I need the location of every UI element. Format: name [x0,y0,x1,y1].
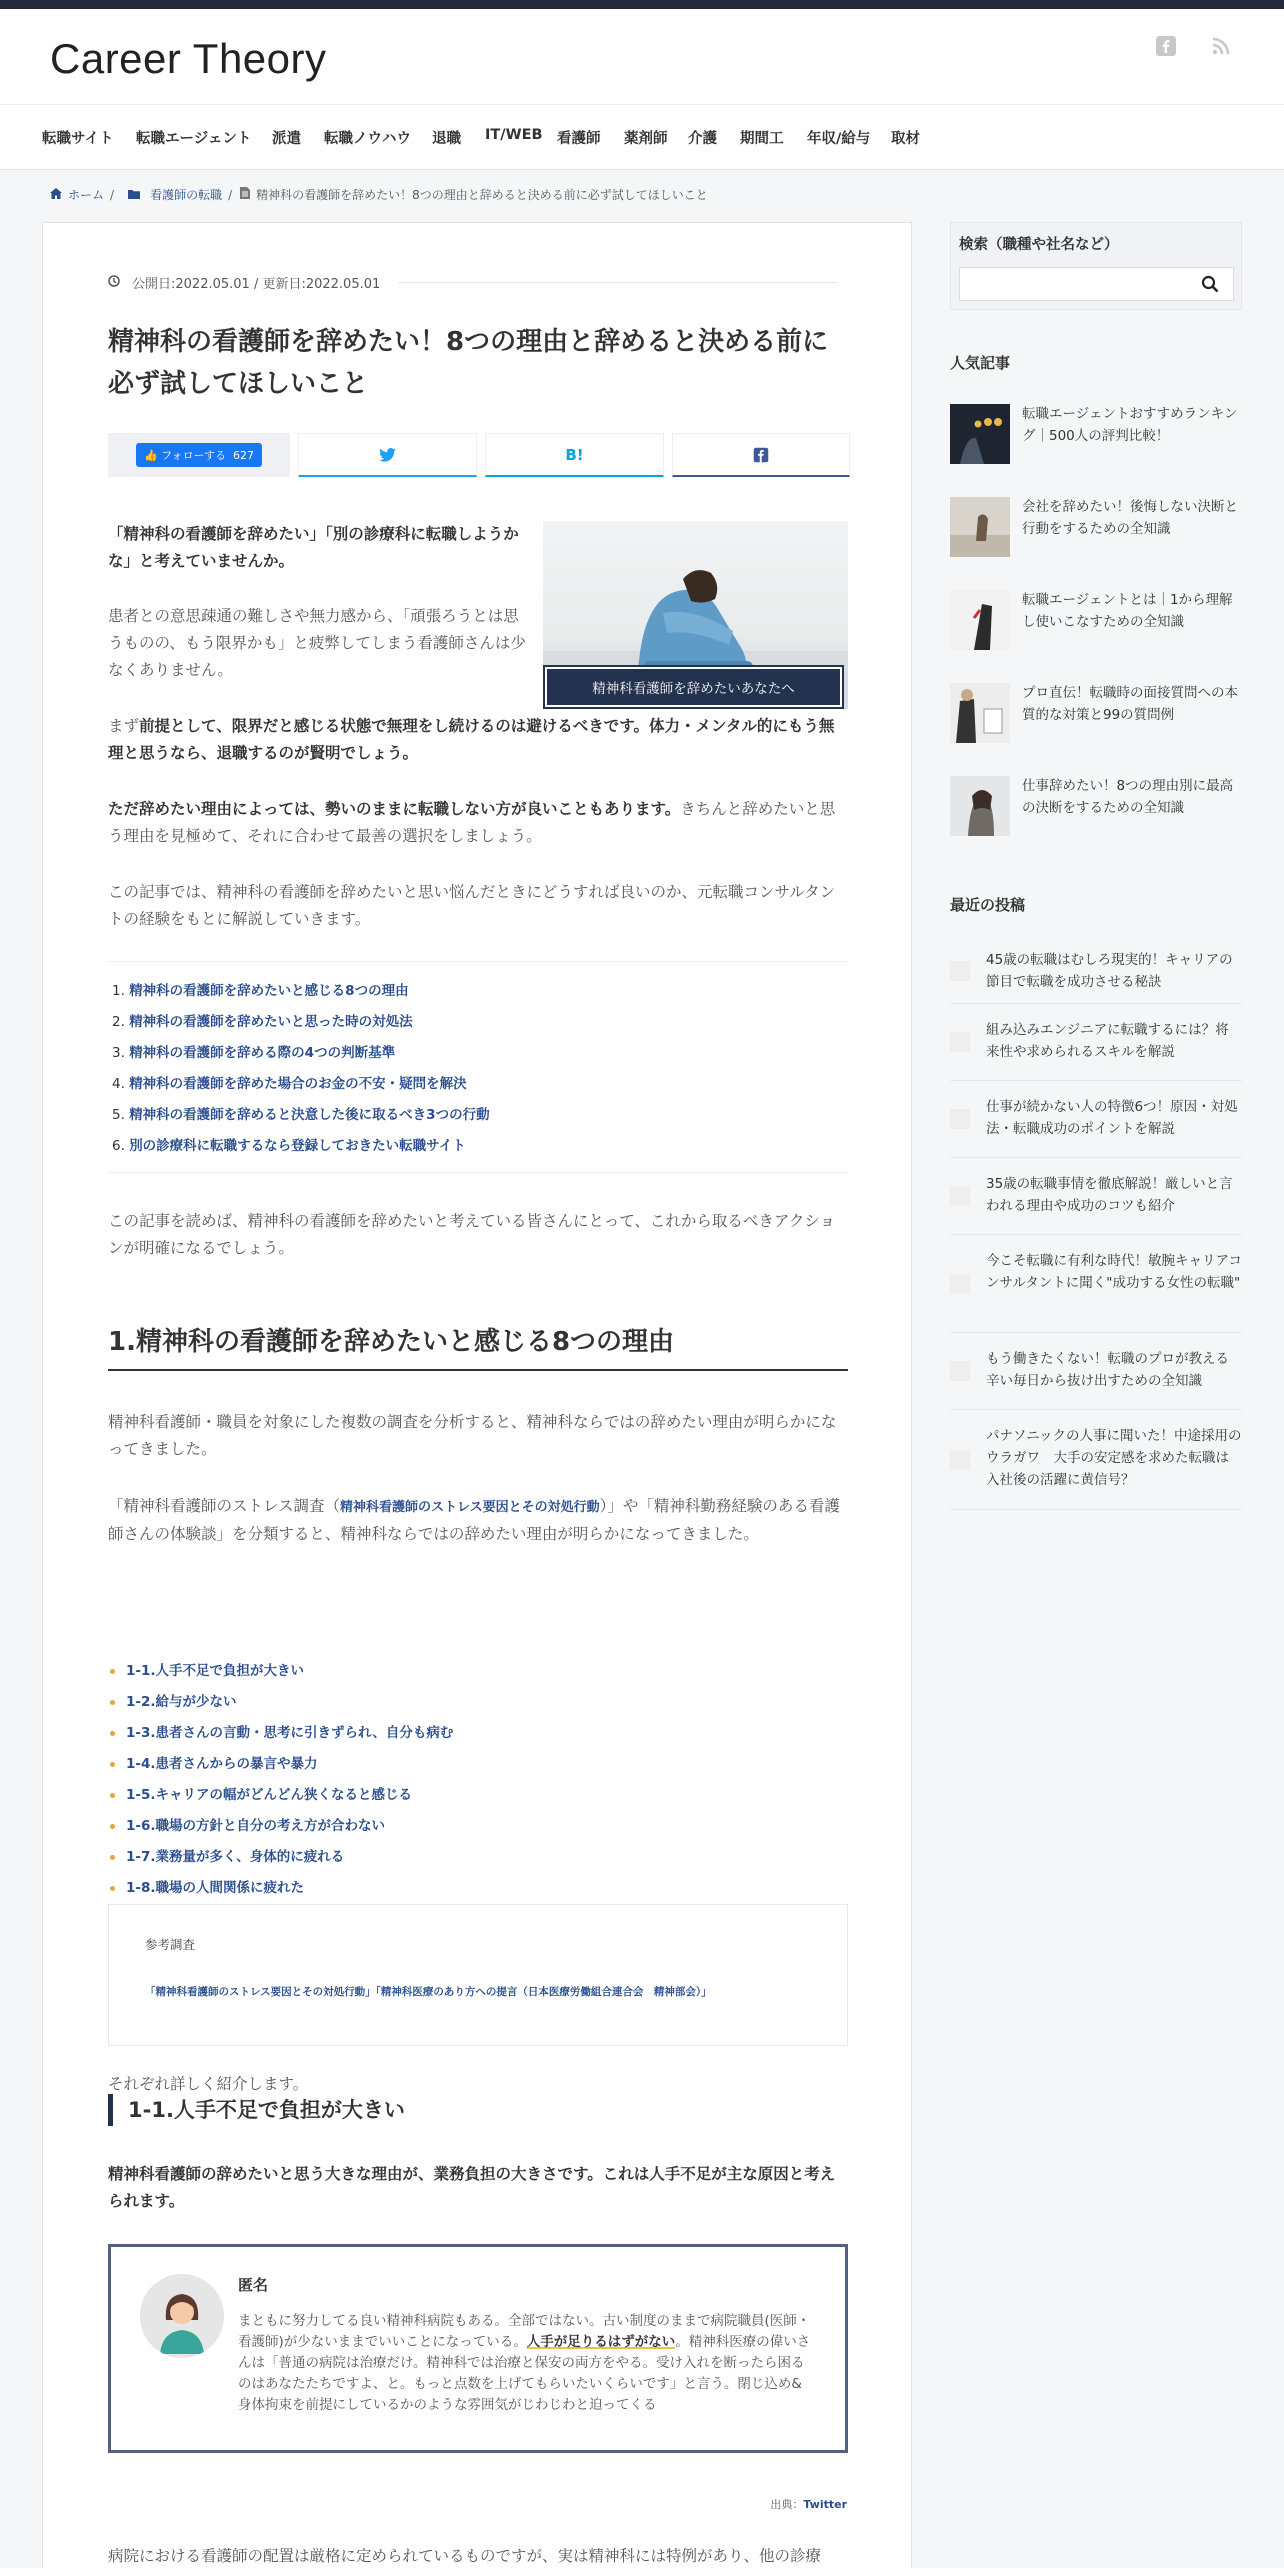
nav-item-job-sites[interactable]: 転職サイト [42,131,114,147]
popular-item[interactable] [950,776,1242,840]
global-nav [0,104,1284,170]
nav-item-care[interactable]: 介護 [688,131,717,147]
reason-link[interactable]: 1-3.患者さんの言動・思考に引きずられ、自分も病む [108,1718,848,1749]
recent-title: 最近の投稿 [950,896,1026,914]
toc-item[interactable]: 2. 精神科の看護師を辞めたいと思った時の対処法 [112,1014,413,1030]
classification-paragraph: 「精神科看護師のストレス調査（精神科看護師のストレス要因とその対処行動）」や「精神科勤務経験のある看護師さんの体験談」を分類すると、精神科ならではの辞めたい理由が明らかになってきました。 [108,1497,840,1543]
follow-badge: 👍 フォローする 627 [136,443,262,467]
recent-item[interactable] [950,1081,1242,1158]
reason-link[interactable]: 1-8.職場の人間関係に疲れた [108,1873,848,1904]
popular-link[interactable]: 会社を辞めたい！後悔しない決断と行動をするための全知識 [1022,499,1238,537]
table-of-contents [108,961,848,1173]
feedly-follow-button[interactable] [108,433,290,477]
testimonial-box [108,2244,848,2453]
facebook-share-button[interactable] [672,433,850,477]
recent-link[interactable]: 組み込みエンジニアに転職するには？将来性や求められるスキルを解説 [986,1022,1229,1060]
survey-link[interactable]: 精神科看護師のストレス要因とその対処行動 [340,1500,600,1515]
recent-item[interactable] [950,1004,1242,1081]
reason-link[interactable]: 1-4.患者さんからの暴言や暴力 [108,1749,848,1780]
top-accent-bar [0,0,1284,9]
detail-intro: それぞれ詳しく紹介します。 [108,2075,309,2093]
popular-thumbnail [950,683,1010,743]
popular-item[interactable] [950,590,1242,654]
facebook-icon [753,447,769,463]
reason-link[interactable]: 1-6.職場の方針と自分の考え方が合わない [108,1811,848,1842]
reason-list [108,1656,848,1904]
clock-icon [108,275,120,291]
quote-author: 匿名 [238,2276,269,2294]
popular-thumbnail [950,776,1010,836]
avatar [140,2274,224,2358]
hatena-share-button[interactable] [485,433,664,477]
recent-thumbnail [950,1109,970,1129]
twitter-icon [379,448,396,462]
toc-item[interactable]: 6. 別の診療科に転職するなら登録しておきたい転職サイト [112,1138,466,1154]
nav-item-pharmacist[interactable]: 薬剤師 [624,131,668,147]
document-icon [240,187,250,202]
toc-item[interactable]: 1. 精神科の看護師を辞めたいと感じる8つの理由 [112,983,409,999]
source-link[interactable]: Twitter [803,2498,847,2511]
recent-item[interactable] [950,1235,1242,1333]
toc-item[interactable]: 5. 精神科の看護師を辞めると決意した後に取るべき3つの行動 [112,1107,490,1123]
section-heading-1-1: 1-1.人手不足で負担が大きい [108,2094,848,2126]
hatena-icon: B! [565,445,584,464]
hero-caption: 精神科看護師を辞めたいあなたへ [545,667,842,707]
breadcrumb-category[interactable]: 看護師の転職 [150,188,223,202]
nav-item-knowhow[interactable]: 転職ノウハウ [324,131,411,147]
search-input[interactable] [959,267,1234,301]
nav-item-dispatch[interactable]: 派遣 [272,131,301,147]
twitter-share-button[interactable] [298,433,477,477]
recent-link[interactable]: 35歳の転職事情を徹底解説！厳しいと言われる理由や成功のコツも紹介 [986,1176,1233,1214]
folder-icon [128,188,140,202]
search-title: 検索（職種や社名など） [959,237,1119,253]
staffing-paragraph: 病院における看護師の配置は厳格に定められているものですが、実は精神科には特例があり、他の診療 [108,2547,822,2565]
recent-link[interactable]: 今こそ転職に有利な時代！敏腕キャリアコンサルタントに聞く"成功する女性の転職" [986,1253,1242,1291]
article-card [42,222,912,2568]
recent-thumbnail [950,1032,970,1052]
recent-thumbnail [950,961,970,981]
premise-paragraph: まず前提として、限界だと感じる状態で無理をし続けるのは避けるべきです。体力・メンタル的にもう無理と思うなら、退職するのが賢明でしょう。 [108,717,835,762]
reference-box [108,1904,848,2046]
popular-item[interactable] [950,497,1242,561]
popular-item[interactable] [950,404,1242,468]
summary-paragraph: この記事を読めば、精神科の看護師を辞めたいと考えている皆さんにとって、これから取るべきアクションが明確になるでしょう。 [108,1212,836,1257]
reference-title: 参考調査 [145,1937,196,1952]
nav-item-resign[interactable]: 退職 [432,131,461,147]
popular-link[interactable]: 転職エージェントとは｜1から理解し使いこなすための全知識 [1022,592,1233,630]
breadcrumb-current: 精神科の看護師を辞めたい！8つの理由と辞めると決める前に必ず試してほしいこと [256,188,708,202]
intro-paragraph: 患者との意思疎通の難しさや無力感から、「頑張ろうとは思うものの、もう限界かも」と疲弊してしまう看護師さんは少なくありません。 [108,607,526,679]
section-heading-1: 1.精神科の看護師を辞めたいと感じる8つの理由 [108,1321,848,1371]
source-line: 出典：Twitter [770,2498,847,2511]
recent-item[interactable] [950,940,1242,1004]
popular-thumbnail [950,497,1010,557]
recent-link[interactable]: もう働きたくない！転職のプロが教える辛い毎日から抜け出すための全知識 [986,1351,1229,1389]
toc-item[interactable]: 4. 精神科の看護師を辞めた場合のお金の不安・疑問を解決 [112,1076,467,1092]
quote-text: まともに努力してる良い精神科病院もある。全部ではない。古い制度のままで病院職員(医師・看護師)が少ないままでいいことになっている。人手が足りるはずがない。精神科医療の偉いさんは「普通の病院は治療だけ。精神科では治療と保安の両方をやる。受け入れを断ったら困るのはあなたたちですよ、と。もっと点数を上げてもらいたいくらいです」と言う。閉じ込め&身体拘束を前提にしているかのような雰囲気がじわじわと迫ってくる [238,2313,811,2413]
nav-item-nurse[interactable]: 看護師 [557,131,601,147]
reason-link[interactable]: 1-5.キャリアの幅がどんどん狭くなると感じる [108,1780,848,1811]
recent-item[interactable] [950,1333,1242,1410]
recent-link[interactable]: パナソニックの人事に聞いた！中途採用のウラガワ 大手の安定感を求めた転職は入社後の活躍に黄信号？ [986,1428,1242,1488]
popular-thumbnail [950,590,1010,650]
nav-item-it-web[interactable]: IT/WEB [485,127,543,143]
survey-paragraph: 精神科看護師・職員を対象にした複数の調査を分析すると、精神科ならではの辞めたい理由が明らかになってきました。 [108,1413,837,1458]
reason-link[interactable]: 1-1.人手不足で負担が大きい [108,1656,848,1687]
facebook-icon[interactable] [1155,35,1177,57]
popular-title: 人気記事 [950,354,1011,372]
nav-item-agents[interactable]: 転職エージェント [136,131,252,147]
reason-link[interactable]: 1-7.業務量が多く、身体的に疲れる [108,1842,848,1873]
recent-item[interactable] [950,1410,1242,1510]
nav-item-interview[interactable]: 取材 [891,131,920,147]
recent-thumbnail [950,1450,970,1470]
recent-thumbnail [950,1361,970,1381]
hero-image [543,521,848,709]
recent-thumbnail [950,1274,970,1294]
site-logo[interactable]: Career Theory [50,35,327,82]
search-widget [950,222,1242,310]
reason-link[interactable]: 1-2.給与が少ない [108,1687,848,1718]
home-icon [50,188,62,202]
popular-link[interactable]: 転職エージェントおすすめランキング｜500人の評判比較！ [1022,406,1238,444]
search-icon[interactable] [1201,275,1219,297]
recent-thumbnail [950,1186,970,1206]
popular-link[interactable]: 仕事辞めたい！8つの理由別に最高の決断をするための全知識 [1022,778,1234,816]
breadcrumb-home[interactable]: ホーム [68,188,105,202]
article-title: 精神科の看護師を辞めたい！8つの理由と辞めると決める前に必ず試してほしいこと [108,327,829,399]
recent-link[interactable]: 仕事が続かない人の特徴6つ！原因・対処法・転職成功のポイントを解説 [986,1099,1238,1137]
post-dates [108,273,838,292]
popular-thumbnail [950,404,1010,464]
toc-item[interactable]: 3. 精神科の看護師を辞める際の4つの判断基準 [112,1045,396,1061]
overview-paragraph: この記事では、精神科の看護師を辞めたいと思い悩んだときにどうすれば良いのか、元転職コンサルタントの経験をもとに解説していきます。 [108,883,836,928]
intro-bold: 「精神科の看護師を辞めたい」「別の診療科に転職しようかな」と考えていませんか。 [108,525,519,570]
reason-paragraph: ただ辞めたい理由によっては、勢いのままに転職しない方が良いこともあります。きちんと辞めたいと思う理由を見極めて、それに合わせて最善の選択をしましょう。 [108,800,836,845]
nav-item-salary[interactable]: 年収/給与 [807,131,871,147]
date-text: 公開日:2022.05.01 / 更新日:2022.05.01 [132,277,381,292]
recent-item[interactable] [950,1158,1242,1235]
reference-links[interactable]: 「精神科看護師のストレス要因とその対処行動」「精神科医療のあり方への提言（日本医療労働組合連合会 精神部会）」 [145,1986,712,1998]
burden-paragraph: 精神科看護師の辞めたいと思う大きな理由が、業務負担の大きさです。これは人手不足が主な原因と考えられます。 [108,2165,836,2210]
site-header [0,9,1284,104]
rss-icon[interactable] [1210,35,1232,57]
person-icon [140,2274,224,2358]
breadcrumb: ホーム / 看護師の転職 / 精神科の看護師を辞めたい！8つの理由と辞めると決める前に必ず試してほしいこと [50,186,708,203]
recent-link[interactable]: 45歳の転職はむしろ現実的！キャリアの節目で転職を成功させる秘訣 [986,952,1233,990]
popular-link[interactable]: プロ直伝！転職時の面接質問への本質的な対策と99の質問例 [1022,685,1238,723]
nav-item-seasonal[interactable]: 期間工 [740,131,784,147]
popular-item[interactable] [950,683,1242,747]
